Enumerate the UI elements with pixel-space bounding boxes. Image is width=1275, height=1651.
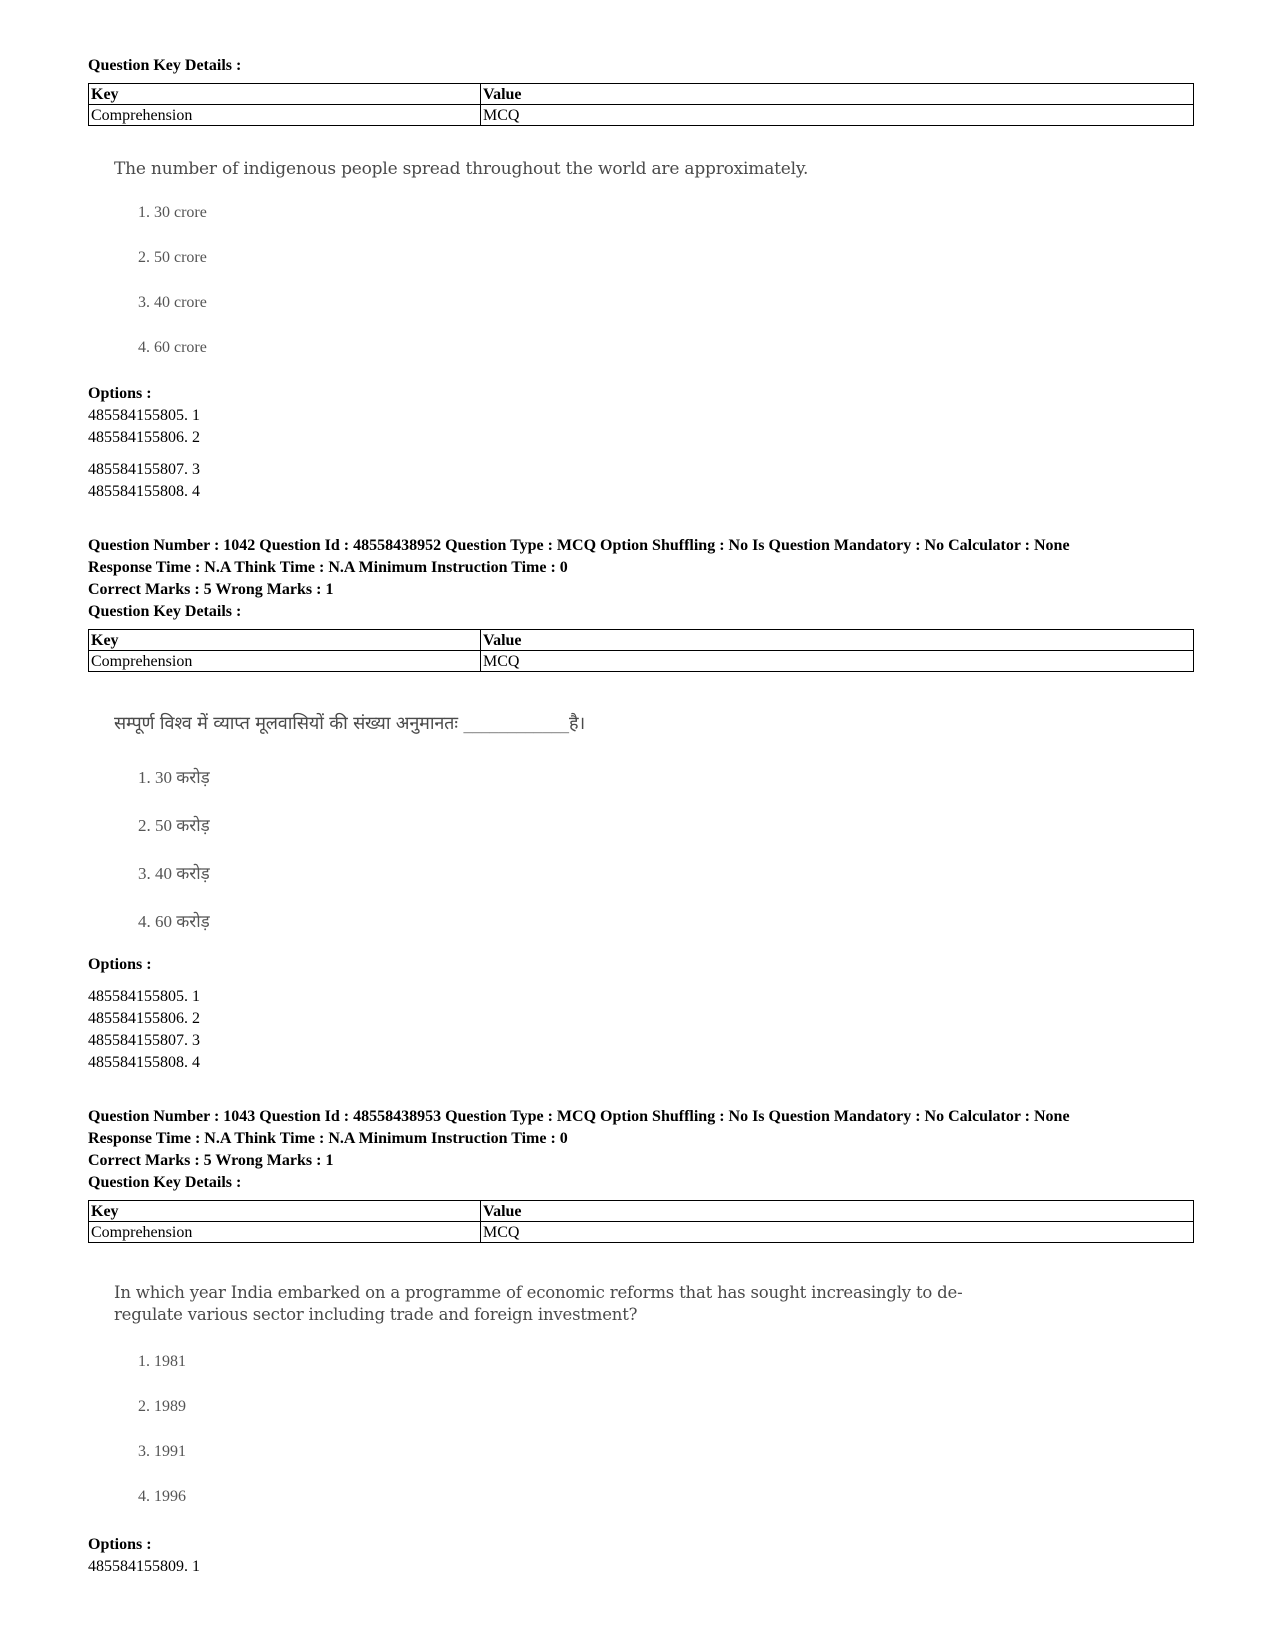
table-cell-key: Comprehension — [89, 651, 481, 672]
table-header-row — [89, 630, 1194, 651]
option-id: 485584155806. 2 — [88, 1010, 200, 1027]
table-cell-value: MCQ — [481, 1222, 1194, 1243]
question-text: सम्पूर्ण विश्व में व्याप्त मूलवासियों की संख्या अनुमानतः ____________है। — [114, 713, 585, 734]
question-image — [114, 1282, 962, 1326]
choice-item: 3. 1991 — [138, 1443, 186, 1460]
question-header: Question Number : 1042 Question Id : 48558438952 Question Type : MCQ Option Shuffling : No Is Question Mandatory : No Calculator : None — [88, 537, 1070, 554]
option-id: 485584155805. 1 — [88, 988, 200, 1005]
choice-item: 2. 50 crore — [138, 249, 207, 266]
choice-item: 4. 60 करोड़ — [138, 912, 210, 931]
options-label: Options : — [88, 1536, 152, 1553]
table-header-key: Key — [89, 1201, 481, 1222]
question-image — [114, 713, 585, 735]
table-header-row — [89, 84, 1194, 105]
key-value-table — [88, 83, 1194, 126]
table-header-value: Value — [481, 1201, 1194, 1222]
table-header-value: Value — [481, 630, 1194, 651]
table-header-key: Key — [89, 84, 481, 105]
question-marks: Correct Marks : 5 Wrong Marks : 1 — [88, 1152, 334, 1169]
table-header-value: Value — [481, 84, 1194, 105]
option-id: 485584155809. 1 — [88, 1558, 200, 1575]
choice-item: 1. 1981 — [138, 1353, 186, 1370]
table-row — [89, 105, 1194, 126]
question-timing: Response Time : N.A Think Time : N.A Minimum Instruction Time : 0 — [88, 559, 568, 576]
choice-item: 1. 30 करोड़ — [138, 768, 210, 787]
question-header: Question Number : 1043 Question Id : 48558438953 Question Type : MCQ Option Shuffling : No Is Question Mandatory : No Calculator : None — [88, 1108, 1070, 1125]
option-id: 485584155808. 4 — [88, 1054, 200, 1071]
choice-item: 2. 1989 — [138, 1398, 186, 1415]
key-details-label: Question Key Details : — [88, 603, 242, 620]
options-label: Options : — [88, 956, 152, 973]
choice-item: 3. 40 crore — [138, 294, 207, 311]
key-value-table — [88, 1200, 1194, 1243]
option-id: 485584155807. 3 — [88, 461, 200, 478]
option-id: 485584155808. 4 — [88, 483, 200, 500]
option-id: 485584155807. 3 — [88, 1032, 200, 1049]
choice-item: 4. 60 crore — [138, 339, 207, 356]
question-marks: Correct Marks : 5 Wrong Marks : 1 — [88, 581, 334, 598]
question-text: The number of indigenous people spread throughout the world are approximately. — [114, 159, 809, 179]
key-value-table — [88, 629, 1194, 672]
question-timing: Response Time : N.A Think Time : N.A Minimum Instruction Time : 0 — [88, 1130, 568, 1147]
choice-item: 4. 1996 — [138, 1488, 186, 1505]
table-cell-value: MCQ — [481, 105, 1194, 126]
option-id: 485584155806. 2 — [88, 429, 200, 446]
choice-item: 3. 40 करोड़ — [138, 864, 210, 883]
question-image — [114, 158, 808, 180]
choice-item: 2. 50 करोड़ — [138, 816, 210, 835]
question-text: regulate various sector including trade and foreign investment? — [114, 1305, 638, 1324]
table-row — [89, 651, 1194, 672]
table-cell-key: Comprehension — [89, 105, 481, 126]
table-row — [89, 1222, 1194, 1243]
table-header-row — [89, 1201, 1194, 1222]
table-header-key: Key — [89, 630, 481, 651]
key-details-label: Question Key Details : — [88, 57, 242, 74]
key-details-label: Question Key Details : — [88, 1174, 242, 1191]
question-text: In which year India embarked on a programme of economic reforms that has sought increasingly to de- — [114, 1283, 963, 1302]
option-id: 485584155805. 1 — [88, 407, 200, 424]
choice-item: 1. 30 crore — [138, 204, 207, 221]
table-cell-key: Comprehension — [89, 1222, 481, 1243]
table-cell-value: MCQ — [481, 651, 1194, 672]
options-label: Options : — [88, 385, 152, 402]
